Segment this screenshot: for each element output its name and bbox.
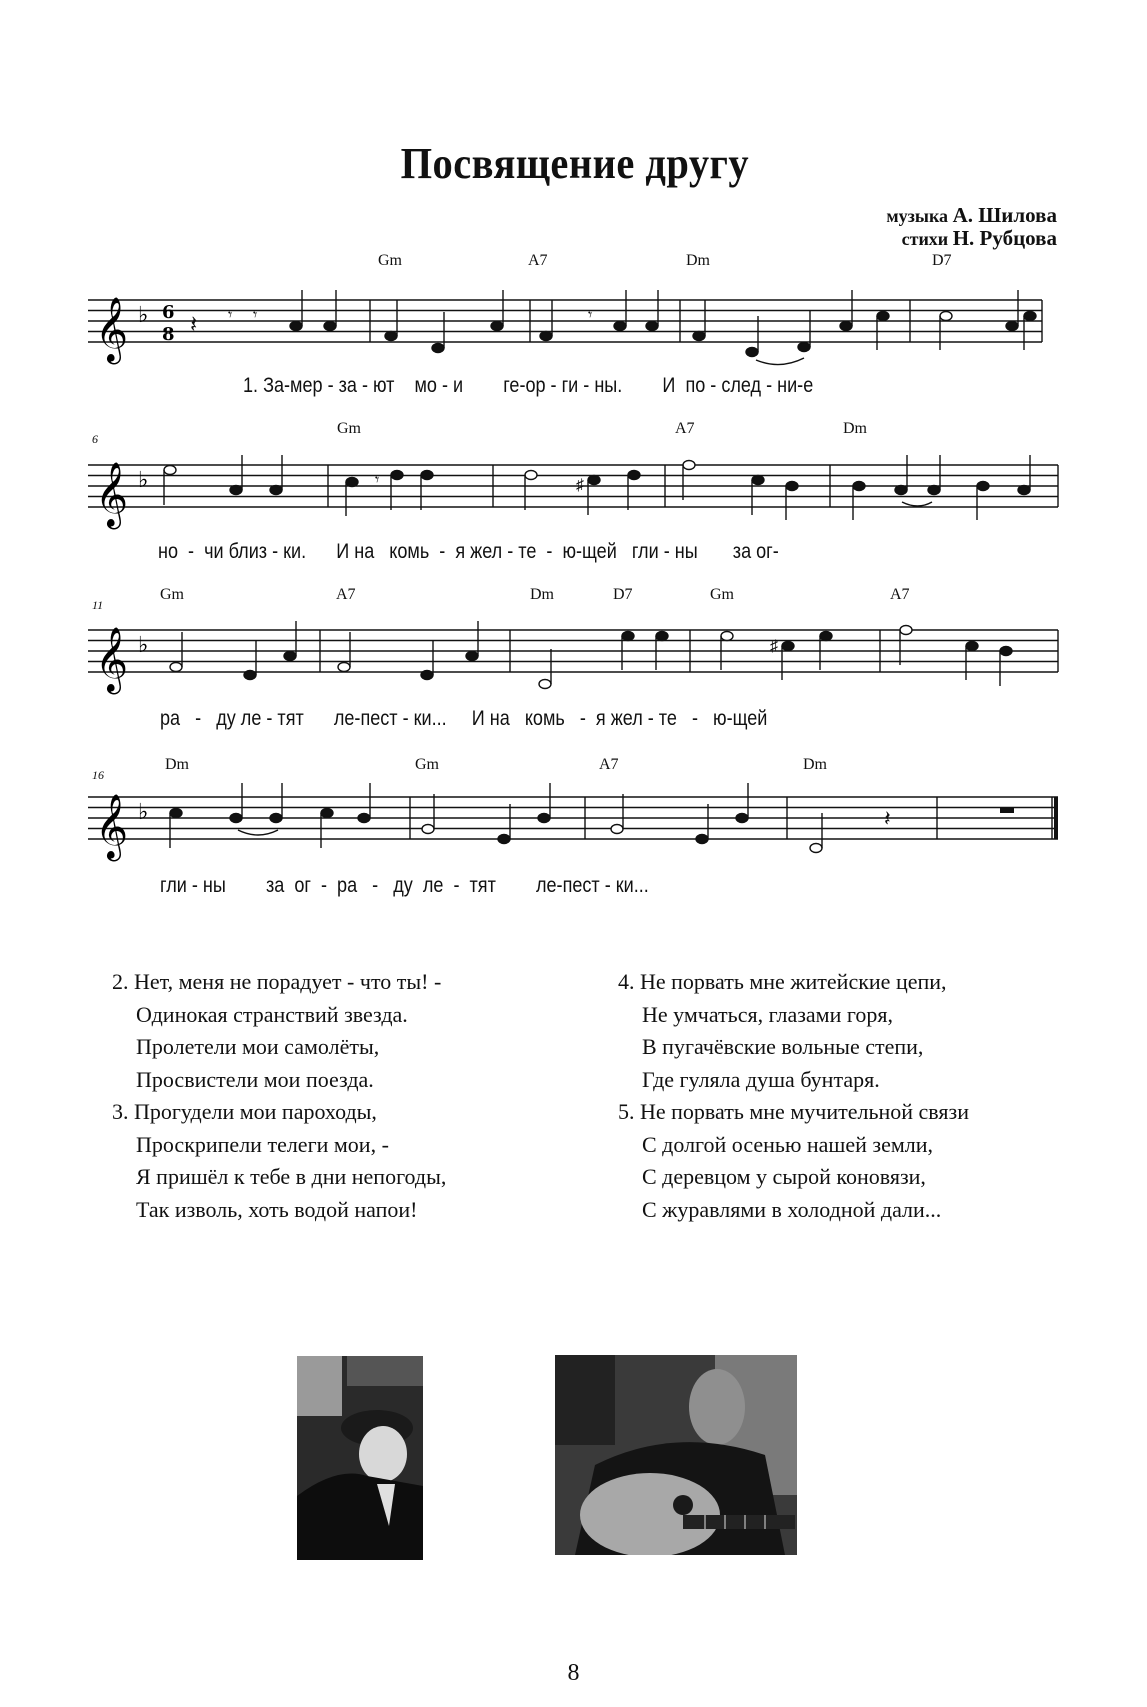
photo-man-with-guitar (555, 1355, 797, 1555)
chord-label: Gm (415, 756, 439, 773)
measure-number: 16 (92, 768, 104, 782)
chord-label: Dm (165, 756, 189, 773)
lyrics-line: гли - ны за ог - ра - ду ле - тят ле-пест - ки... (160, 874, 649, 897)
verse-line: В пугачёвские вольные степи, (642, 1034, 924, 1059)
svg-text:6: 6 (162, 302, 175, 323)
guitarist-image (555, 1355, 797, 1555)
verse-line: Не порвать мне житейские цепи, (640, 969, 947, 994)
svg-text:𝄾: 𝄾 (375, 472, 380, 489)
verses-left-column (112, 966, 446, 1226)
photo-man-in-cap (297, 1356, 423, 1560)
verse-line: С долгой осенью нашей земли, (642, 1131, 934, 1157)
chord-label: A7 (528, 252, 548, 269)
verse-line: Где гуляла душа бунтаря. (642, 1066, 880, 1092)
measure-number: 11 (92, 598, 104, 612)
verse-number: 5. (618, 1099, 635, 1124)
verses-right-column (618, 966, 969, 1226)
chord-label: Dm (803, 756, 827, 773)
verse-2 (112, 966, 446, 1096)
chord-label: Gm (710, 586, 734, 603)
verse-line: Не порвать мне мучительной связи (640, 1099, 969, 1124)
music-label: музыка (886, 206, 949, 226)
chord-label: Dm (530, 586, 554, 603)
verse-line: Просвистели мои поезда. (136, 1066, 374, 1092)
chord-label: A7 (675, 420, 695, 437)
lyrics-line: ра - ду ле - тят ле-пест - ки... И на комь - я жел - те - ю-щей (160, 707, 768, 730)
lyrics-credit (886, 227, 1057, 250)
svg-text:𝄽: 𝄽 (884, 806, 891, 831)
svg-text:𝄽: 𝄽 (190, 312, 198, 338)
lyrics-line: но - чи близ - ки. И на комь - я жел - те - ю-щей гли - ны за ог- (158, 540, 779, 563)
verse-5 (618, 1096, 969, 1226)
svg-text:𝄾: 𝄾 (228, 307, 233, 324)
lyrics-author: Н. Рубцова (952, 226, 1057, 250)
lyrics-line: 1. За-мер - за - ют мо - и ге-ор - ги - ны. И по - след - ни-е (243, 374, 814, 397)
measure-number: 6 (92, 432, 98, 446)
verse-number: 2. (112, 969, 129, 994)
verse-4 (618, 966, 969, 1096)
treble-clef-icon: 𝄞 (95, 627, 129, 692)
music-credit (886, 204, 1057, 227)
chord-label: Gm (378, 252, 402, 269)
verse-line: Прогудели мои пароходы, (134, 1099, 377, 1124)
lyrics-label: стихи (901, 229, 949, 249)
svg-text:𝄾: 𝄾 (588, 307, 593, 324)
chord-label: D7 (613, 586, 633, 603)
svg-text:♭: ♭ (138, 800, 149, 825)
chord-label: Dm (843, 420, 867, 437)
music-author: А. Шилова (952, 203, 1057, 227)
chord-label: Gm (160, 586, 184, 603)
page-number: 8 (567, 1660, 580, 1686)
svg-text:♭: ♭ (138, 633, 149, 658)
verse-line: Я пришёл к тебе в дни непогоды, (136, 1164, 447, 1189)
svg-text:8: 8 (162, 324, 175, 345)
music-staff (0, 260, 1147, 380)
chord-label: A7 (890, 586, 910, 603)
verse-line: Так изволь, хоть водой напои! (136, 1196, 418, 1222)
verse-line: Не умчаться, глазами горя, (642, 1001, 893, 1027)
verse-line: Пролетели мои самолёты, (136, 1034, 380, 1059)
verse-line: С журавлями в холодной дали... (642, 1196, 942, 1222)
svg-text:♯: ♯ (770, 638, 778, 655)
verse-3 (112, 1096, 446, 1226)
verse-line: С деревцом у сырой коновязи, (642, 1164, 926, 1189)
treble-clef-icon: 𝄞 (95, 462, 129, 527)
chord-label: D7 (932, 252, 952, 269)
verse-line: Одинокая странствий звезда. (136, 1001, 408, 1027)
verse-number: 4. (618, 969, 635, 994)
chord-label: Gm (337, 420, 361, 437)
verse-line: Проскрипели телеги мои, - (136, 1131, 389, 1157)
credits (886, 204, 1057, 250)
svg-text:𝄾: 𝄾 (253, 307, 258, 324)
portrait-image (297, 1356, 423, 1560)
song-title: Посвящение другу (400, 139, 750, 188)
verse-number: 3. (112, 1099, 129, 1124)
music-staff (0, 610, 1147, 720)
svg-text:♭: ♭ (138, 468, 149, 493)
verse-line: Нет, меня не порадует - что ты! - (134, 969, 442, 994)
treble-clef-icon: 𝄞 (95, 794, 129, 859)
chord-label: A7 (336, 586, 356, 603)
treble-clef-icon: 𝄞 (95, 297, 129, 362)
svg-text:♭: ♭ (138, 303, 149, 328)
music-staff (0, 440, 1147, 550)
chord-label: A7 (599, 756, 619, 773)
chord-label: Dm (686, 252, 710, 269)
svg-text:♯: ♯ (576, 477, 584, 494)
